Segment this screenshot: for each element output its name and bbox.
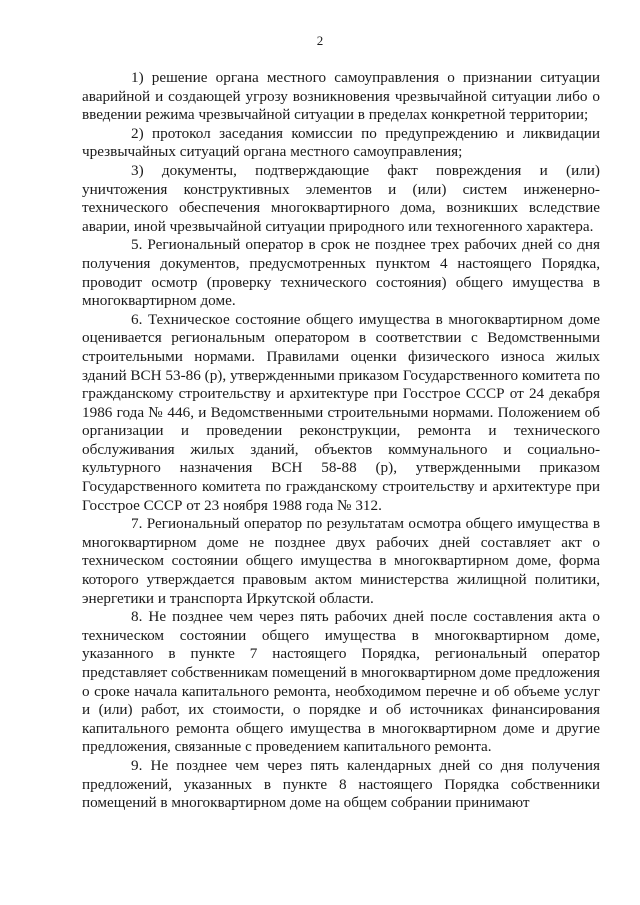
paragraph-clause-6: 6. Техническое состояние общего имущества в многоквартирном доме оценивается региональным оператором в соответствии с Ведомственными строительными нормами. Правилами оценки физического износа жилых зданий ВСН 53-86 (р), утвержденными приказом Государственного комитета по гражданскому строительству и архитектуре при Госстрое СССР от 24 декабря 1986 года № 446, и Ведомственными строительными нормами. Положением об организации и проведении реконструкции, ремонта и технического обслуживания жилых зданий, объектов коммунального и социально-культурного назначения ВСН 58-88 (р), утвержденными приказом Государственного комитета по гражданскому строительству и архитектуре при Госстрое СССР от 23 ноября 1988 года № 312. <box>82 310 600 514</box>
document-body <box>82 69 600 813</box>
paragraph-subitem-2: 2) протокол заседания комиссии по предупреждению и ликвидации чрезвычайных ситуаций органа местного самоуправления; <box>82 124 600 161</box>
page-number: 2 <box>316 33 324 48</box>
paragraph-subitem-3: 3) документы, подтверждающие факт повреждения и (или) уничтожения конструктивных элементов и (или) систем инженерно-технического обеспечения многоквартирного дома, возникших вследствие аварии, иной чрезвычайной ситуации природного или техногенного характера. <box>82 161 600 235</box>
paragraph-clause-8: 8. Не позднее чем через пять рабочих дней после составления акта о техническом состоянии общего имущества в многоквартирном доме, указанного в пункте 7 настоящего Порядка, региональный оператор представляет собственникам помещений в многоквартирном доме предложения о сроке начала капитального ремонта, необходимом перечне и об объеме услуг и (или) работ, их стоимости, о порядке и об источниках финансирования капитального ремонта общего имущества в многоквартирном доме и другие предложения, связанные с проведением капитального ремонта. <box>82 608 601 756</box>
paragraph-clause-9: 9. Не позднее чем через пять календарных дней со дня получения предложений, указанных в пункте 8 настоящего Порядка собственники помещений в многоквартирном доме на общем собрании принимают <box>82 756 600 812</box>
paragraph-clause-7: 7. Региональный оператор по результатам осмотра общего имущества в многоквартирном доме не позднее двух рабочих дней составляет акт о техническом состоянии общего имущества в многоквартирном доме, форма которого утверждается правовым актом министерства жилищной политики, энергетики и транспорта Иркутской области. <box>82 515 600 607</box>
paragraph-clause-5: 5. Региональный оператор в срок не позднее трех рабочих дней со дня получения документов, предусмотренных пунктом 4 настоящего Порядка, проводит осмотр (проверку технического состояния) общего имущества в многоквартирном доме. <box>82 236 600 310</box>
paragraph-subitem-1: 1) решение органа местного самоуправления о признании ситуации аварийной и создающей угрозу возникновения чрезвычайной ситуации либо о введении режима чрезвычайной ситуации в пределах конкретной территории; <box>82 69 600 124</box>
